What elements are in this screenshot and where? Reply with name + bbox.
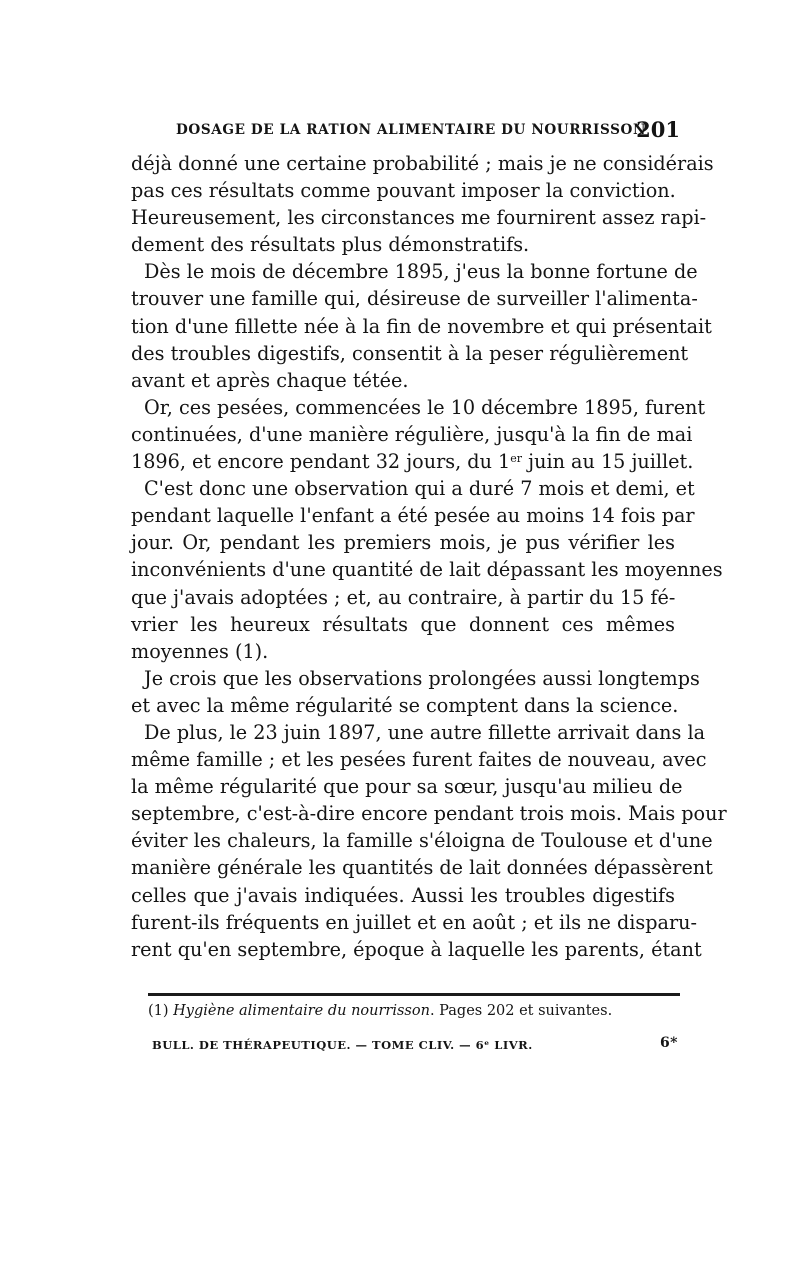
signature-line: [152, 1034, 678, 1056]
text-line: la même régularité que pour sa sœur, jusqu'au milieu de: [131, 775, 683, 799]
text-line: C'est donc une observation qui a duré 7 mois et demi, et: [144, 477, 695, 501]
text-line: pas ces résultats comme pouvant imposer la conviction.: [131, 179, 676, 203]
running-head-title: DOSAGE DE LA RATION ALIMENTAIRE DU NOURRISSON: [176, 122, 647, 138]
text-line: furent-ils fréquents en juillet et en août ; et ils ne disparu-: [131, 910, 697, 934]
text-line: inconvénients d'une quantité de lait dépassant les moyennes: [131, 558, 723, 582]
text-line: même famille ; et les pesées furent faites de nouveau, avec: [131, 748, 707, 772]
text-line: avant et après chaque tétée.: [131, 368, 409, 392]
footnote-title: Hygiène alimentaire du nourrisson: [173, 1003, 430, 1019]
page-number: 201: [636, 117, 680, 142]
footnote: [148, 1000, 680, 1022]
text-line: septembre, c'est-à-dire encore pendant trois mois. Mais pour: [131, 802, 727, 826]
text-line: Or, ces pesées, commencées le 10 décembre 1895, furent: [144, 395, 706, 419]
ordinal-superscript: er: [510, 452, 523, 466]
text-line-start: 1896, et encore pendant 32 jours, du 1: [131, 450, 511, 474]
text-line: déjà donné une certaine probabilité ; mais je ne considérais: [131, 152, 714, 175]
footnote-rest: . Pages 202 et suivantes.: [429, 1003, 613, 1019]
text-line: trouver une famille qui, désireuse de surveiller l'alimenta-: [131, 287, 698, 311]
body-text: [131, 150, 727, 963]
journal-signature: BULL. DE THÉRAPEUTIQUE. — TOME CLIV. — 6ᵉ LIVR.: [152, 1038, 533, 1052]
text-line: Dès le mois de décembre 1895, j'eus la bonne fortune de: [144, 260, 698, 284]
text-line: [131, 448, 694, 475]
text-line: continuées, d'une manière régulière, jusqu'à la fin de mai: [131, 422, 693, 446]
text-line: manière générale les quantités de lait données dépassèrent: [131, 856, 713, 880]
text-line: moyennes (1).: [131, 639, 269, 663]
text-line: tion d'une fillette née à la fin de novembre et qui présentait: [131, 314, 712, 338]
text-line: vrier les heureux résultats que donnent ces mêmes: [131, 612, 675, 636]
signature-mark: 6*: [659, 1035, 678, 1051]
text-line: Heureusement, les circonstances me fournirent assez rapi-: [131, 206, 707, 230]
text-line: De plus, le 23 juin 1897, une autre fillette arrivait dans la: [144, 720, 706, 744]
text-line: jour. Or, pendant les premiers mois, je pus vérifier les: [131, 531, 675, 555]
footnote-rule: [148, 993, 680, 996]
running-head: [176, 116, 680, 146]
text-line: dement des résultats plus démonstratifs.: [131, 233, 530, 257]
text-line-end: juin au 15 juillet.: [522, 450, 694, 474]
footnote-marker: (1): [148, 1003, 169, 1019]
text-line: et avec la même régularité se comptent dans la science.: [131, 693, 679, 717]
text-line: pendant laquelle l'enfant a été pesée au moins 14 fois par: [131, 504, 695, 528]
text-line: Je crois que les observations prolongées aussi longtemps: [144, 666, 700, 690]
text-line: rent qu'en septembre, époque à laquelle les parents, étant: [131, 937, 702, 961]
text-line: éviter les chaleurs, la famille s'éloigna de Toulouse et d'une: [131, 829, 713, 853]
text-line: que j'avais adoptées ; et, au contraire, à partir du 15 fé-: [131, 585, 676, 609]
text-line: celles que j'avais indiquées. Aussi les troubles digestifs: [131, 883, 675, 907]
text-line: des troubles digestifs, consentit à la peser régulièrement: [131, 341, 689, 365]
